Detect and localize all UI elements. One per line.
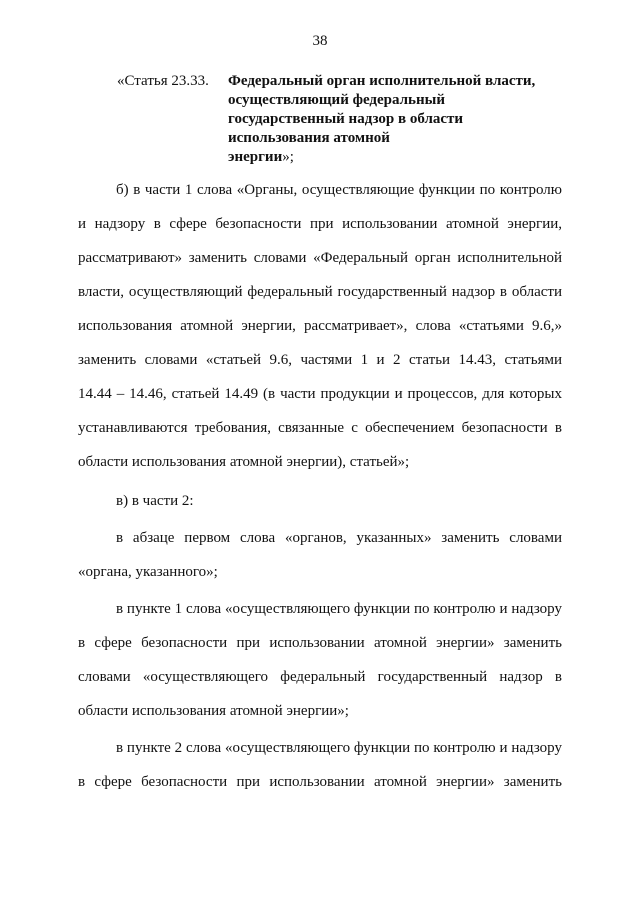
article-label: «Статья 23.33. — [117, 73, 209, 89]
text-line: в пункте 2 слова «осуществляющего функции по контролю и надзору — [116, 740, 562, 756]
article-title — [228, 72, 558, 167]
text-line: рассматривают» заменить словами «Федеральный орган исполнительной — [78, 250, 562, 266]
text-line: б) в части 1 слова «Органы, осуществляющие функции по контролю — [116, 182, 562, 198]
text-line: 14.44 – 14.46, статьей 14.49 (в части продукции и процессов, для которых — [78, 386, 562, 402]
text-line: в абзаце первом слова «органов, указанных» заменить словами — [116, 530, 562, 546]
article-title-line: Федеральный орган исполнительной власти, — [228, 73, 536, 89]
text-line: устанавливаются требования, связанные с обеспечением безопасности в — [78, 420, 562, 436]
article-title-line: государственный надзор в области — [228, 111, 464, 127]
text-line: использования атомной энергии, рассматривает», слова «статьями 9.6,» — [78, 318, 562, 334]
text-line: в) в части 2: — [116, 493, 194, 509]
text-line: области использования атомной энергии»; — [78, 703, 349, 719]
article-title-closing: »; — [282, 149, 294, 165]
article-title-last-word: энергии — [228, 149, 283, 165]
text-line: словами «осуществляющего федеральный государственный надзор в — [78, 669, 562, 685]
text-line: области использования атомной энергии), статьей»; — [78, 454, 410, 470]
text-line: заменить словами «статьей 9.6, частями 1 и 2 статьи 14.43, статьями — [78, 352, 562, 368]
text-line: в пункте 1 слова «осуществляющего функции по контролю и надзору — [116, 601, 562, 617]
article-title-line: использования атомной — [228, 130, 390, 146]
text-line: и надзору в сфере безопасности при использовании атомной энергии, — [78, 216, 562, 232]
text-line: власти, осуществляющий федеральный государственный надзор в области — [78, 284, 562, 300]
text-line: «органа, указанного»; — [78, 564, 218, 580]
page-number: 38 — [312, 33, 328, 49]
text-line: в сфере безопасности при использовании атомной энергии» заменить — [78, 635, 562, 651]
text-line: в сфере безопасности при использовании атомной энергии» заменить — [78, 774, 562, 790]
article-title-line: осуществляющий федеральный — [228, 92, 445, 108]
article-title-line — [228, 148, 558, 167]
